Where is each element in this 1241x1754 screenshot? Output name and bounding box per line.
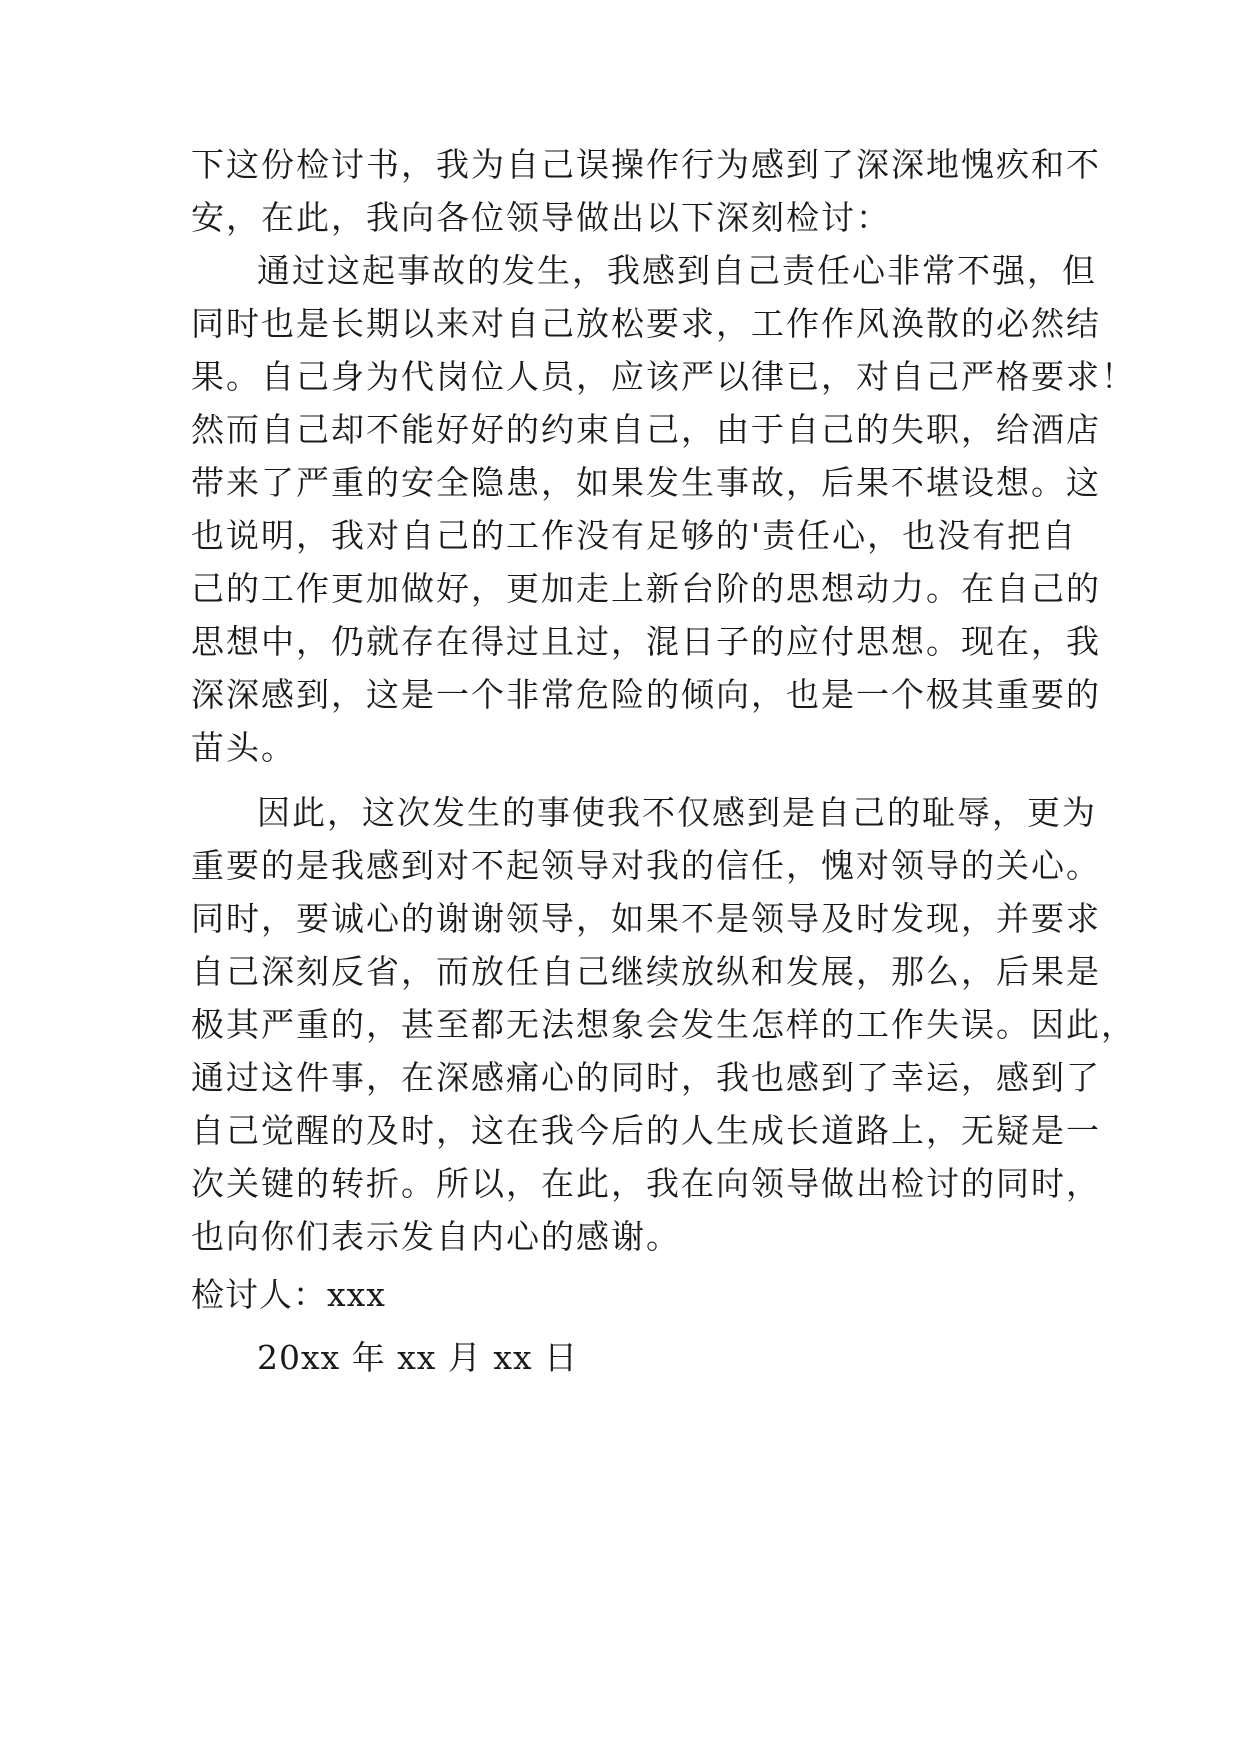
body-line: 安，在此，我向各位领导做出以下深刻检讨： [191,198,891,237]
paragraph-first-line: 因此，这次发生的事使我不仅感到是自己的耻辱，更为 [257,793,1097,832]
body-line: 苗头。 [191,728,296,767]
body-line: 重要的是我感到对不起领导对我的信任，愧对领导的关心。 [191,846,1101,885]
body-line: 带来了严重的安全隐患，如果发生事故，后果不堪设想。这 [191,463,1101,502]
body-line: 次关键的转折。所以，在此，我在向领导做出检讨的同时， [191,1164,1101,1203]
body-line: 通过这件事，在深感痛心的同时，我也感到了幸运，感到了 [191,1058,1101,1097]
paragraph-first-line: 通过这起事故的发生，我感到自己责任心非常不强，但 [257,251,1097,290]
body-line: 果。自己身为代岗位人员，应该严以律已，对自己严格要求！ [191,357,1136,396]
body-line: 思想中，仍就存在得过且过，混日子的应付思想。现在，我 [191,622,1101,661]
body-line: 也向你们表示发自内心的感谢。 [191,1217,681,1256]
date-line: 20xx 年 xx 月 xx 日 [257,1338,579,1377]
body-line: 己的工作更加做好，更加走上新台阶的思想动力。在自己的 [191,569,1101,608]
body-line: 然而自己却不能好好的约束自己，由于自己的失职，给酒店 [191,410,1101,449]
body-line: 极其严重的，甚至都无法想象会发生怎样的工作失误。因此， [191,1005,1136,1044]
body-line: 也说明，我对自己的工作没有足够的'责任心，也没有把自 [191,516,1078,555]
signature-line: 检讨人：xxx [191,1275,386,1314]
body-line: 同时，要诚心的谢谢领导，如果不是领导及时发现，并要求 [191,899,1101,938]
body-line: 同时也是长期以来对自己放松要求，工作作风涣散的必然结 [191,304,1101,343]
body-line: 自己深刻反省，而放任自己继续放纵和发展，那么，后果是 [191,952,1101,991]
body-line: 下这份检讨书，我为自己误操作行为感到了深深地愧疚和不 [191,145,1101,184]
body-line: 深深感到，这是一个非常危险的倾向，也是一个极其重要的 [191,675,1101,714]
body-line: 自己觉醒的及时，这在我今后的人生成长道路上，无疑是一 [191,1111,1101,1150]
